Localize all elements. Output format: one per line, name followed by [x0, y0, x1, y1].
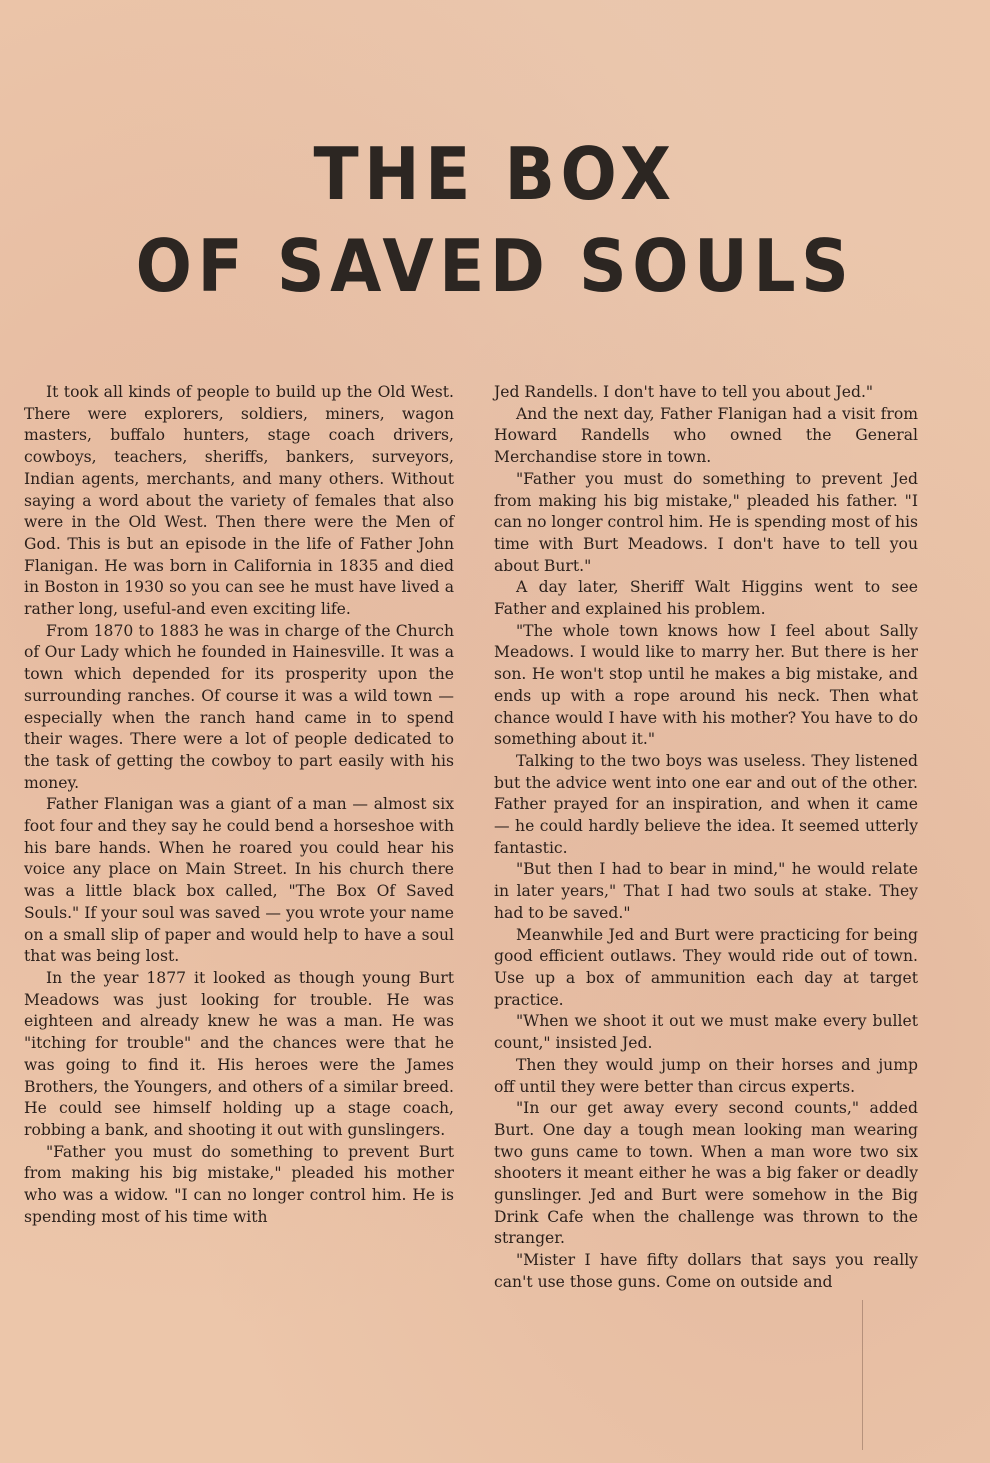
paragraph: Meanwhile Jed and Burt were practicing for being good efficient outlaws. They would ride out of town. Use up a box of ammunition each day at target practice. [494, 925, 918, 1009]
paragraph: "The whole town knows how I feel about Sally Meadows. I would like to marry her. But there is her son. He won't stop until he makes a big mistake, and ends up with a rope around his neck. Then what chance would I have with his mother? You have to do something about it." [494, 621, 918, 749]
paragraph: Then they would jump on their horses and jump off until they were better than circus experts. [494, 1055, 918, 1096]
paragraph: "In our get away every second counts," added Burt. One day a tough mean looking man wearing two guns came to town. When a man wore two six shooters it meant either he was a big faker or deadly gunslinger. Jed and Burt were somehow in the Big Drink Cafe when the challenge was thrown to the stranger. [494, 1099, 918, 1248]
paragraph: "But then I had to bear in mind," he would relate in later years," That I had two souls at stake. They had to be saved." [494, 860, 918, 922]
story-title-line-2: OF SAVED SOULS [135, 224, 855, 308]
paragraph: Jed Randells. I don't have to tell you about Jed." [494, 383, 874, 401]
paragraph: "Father you must do something to prevent Jed from making his big mistake," pleaded his father. "I can no longer control him. He is spending most of his time with Burt Meadows. I don't have to tell you about Burt." [494, 469, 918, 575]
paragraph: Father Flanigan was a giant of a man — almost six foot four and they say he could bend a horseshoe with his bare hands. When he roared you could hear his voice any place on Main Street. In his church there was a little black box called, "The Box Of Saved Souls." If your soul was saved — you wrote your name on a small slip of paper and would help to have a soul that was being lost. [24, 795, 454, 966]
paragraph: From 1870 to 1883 he was in charge of the Church of Our Lady which he founded in Hainesville. It was a town which depended for its prosperity upon the surrounding ranches. Of course it was a wild town — especially when the ranch hand came in to spend their wages. There were a lot of people dedicated to the task of getting the cowboy to part easily with his money. [24, 621, 454, 792]
paragraph: "When we shoot it out we must make every bullet count," insisted Jed. [494, 1012, 918, 1053]
paragraph: In the year 1877 it looked as though young Burt Meadows was just looking for trouble. He was eighteen and already knew he was a man. He was "itching for trouble" and the chances were that he was going to find it. His heroes were the James Brothers, the Youngers, and others of a similar breed. He could see himself holding up a stage coach, robbing a bank, and shooting it out with gunslingers. [24, 968, 454, 1139]
paragraph: "Father you must do something to prevent Burt from making his big mistake," pleaded his mother who was a widow. "I can no longer control him. He is spending most of his time with [24, 1142, 454, 1226]
story-title-line-1: THE BOX [313, 132, 677, 216]
story-title [0, 128, 990, 312]
paragraph: Talking to the two boys was useless. They listened but the advice went into one ear and out of the other. Father prayed for an inspiration, and when it came — he could hardly believe the idea. It seemed utterly fantastic. [494, 751, 918, 857]
paragraph: A day later, Sheriff Walt Higgins went to see Father and explained his problem. [494, 578, 918, 619]
page-fold-crease [862, 1300, 863, 1450]
paragraph: It took all kinds of people to build up the Old West. There were explorers, soldiers, miners, wagon masters, buffalo hunters, stage coach drivers, cowboys, teachers, sheriffs, bankers, surveyors, Indian agents, merchants, and many others. Without saying a word about the variety of females that also were in the Old West. Then there were the Men of God. This is but an episode in the life of Father John Flanigan. He was born in California in 1835 and died in Boston in 1930 so you can see he must have lived a rather long, useful-and even exciting life. [24, 383, 454, 619]
text-column-right [494, 382, 918, 1294]
text-column-left [24, 382, 454, 1228]
paragraph: And the next day, Father Flanigan had a visit from Howard Randells who owned the General Merchandise store in town. [494, 404, 918, 467]
paragraph: "Mister I have fifty dollars that says you really can't use those guns. Come on outside and [494, 1251, 918, 1291]
